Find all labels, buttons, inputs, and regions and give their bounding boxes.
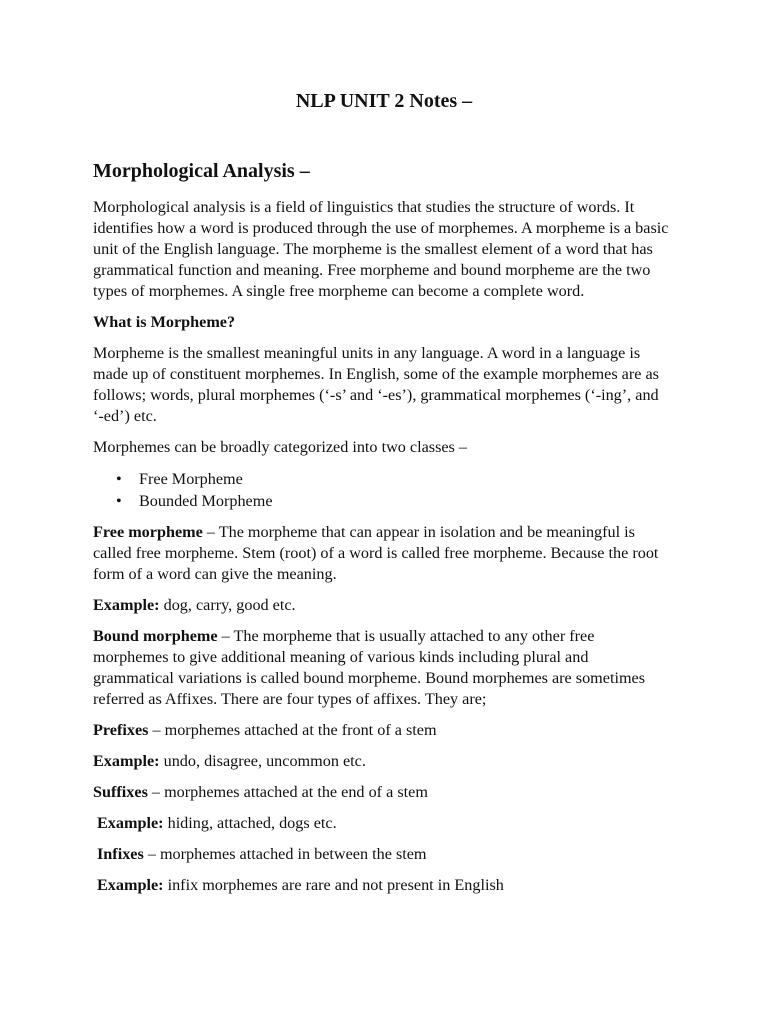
classes-intro: Morphemes can be broadly categorized into two classes – bbox=[93, 438, 467, 456]
list-item bbox=[116, 490, 673, 512]
bullet-icon: • bbox=[116, 492, 122, 510]
intro-paragraph: Morphological analysis is a field of linguistics that studies the structure of words. It identifies how a word is produced through the use of morphemes. A morpheme is a basic unit of the English language. The morpheme is the smallest element of a word that has grammatical function and meaning. Free morpheme and bound morpheme are the two types of morphemes. A single free morpheme can become a complete word. bbox=[93, 198, 669, 300]
list-item-label: Bounded Morpheme bbox=[139, 492, 273, 510]
classes-list bbox=[93, 468, 673, 512]
suffixes-example bbox=[93, 813, 673, 834]
bound-morpheme-text: – The morpheme that is usually attached to any other free morphemes to give additional meaning of various kinds including plural and grammatical variations is called bound morpheme. Bound morphemes are sometimes referred as Affixes. There are four types of affixes. They are; bbox=[93, 627, 646, 708]
prefixes-text: – morphemes attached at the front of a stem bbox=[148, 721, 437, 739]
bound-morpheme-paragraph bbox=[93, 626, 673, 710]
section-heading: Morphological Analysis – bbox=[93, 160, 310, 182]
example-text: hiding, attached, dogs etc. bbox=[163, 814, 337, 832]
infixes-example bbox=[93, 875, 673, 896]
bullet-icon: • bbox=[116, 470, 122, 488]
example-label: Example: bbox=[93, 596, 160, 614]
list-item-label: Free Morpheme bbox=[139, 470, 243, 488]
what-is-morpheme-heading: What is Morpheme? bbox=[93, 313, 236, 331]
example-text: undo, disagree, uncommon etc. bbox=[159, 752, 366, 770]
document-body bbox=[93, 158, 673, 906]
free-morpheme-paragraph bbox=[93, 522, 673, 585]
infixes-text: – morphemes attached in between the stem bbox=[143, 845, 427, 863]
prefixes-paragraph bbox=[93, 720, 673, 741]
example-label: Example: bbox=[93, 752, 160, 770]
prefixes-term: Prefixes bbox=[93, 721, 149, 739]
example-text: infix morphemes are rare and not present in English bbox=[163, 876, 504, 894]
free-morpheme-term: Free morpheme bbox=[93, 523, 203, 541]
free-morpheme-text: – The morpheme that can appear in isolation and be meaningful is called free morpheme. Stem (root) of a word is called free morpheme. Because the root form of a word can give the meaning. bbox=[93, 523, 659, 583]
bound-morpheme-term: Bound morpheme bbox=[93, 627, 218, 645]
page-title: NLP UNIT 2 Notes – bbox=[295, 90, 473, 112]
infixes-term: Infixes bbox=[97, 845, 144, 863]
suffixes-text: – morphemes attached at the end of a stem bbox=[147, 783, 428, 801]
list-item bbox=[116, 468, 673, 490]
example-text: dog, carry, good etc. bbox=[159, 596, 296, 614]
example-label: Example: bbox=[97, 876, 164, 894]
infixes-paragraph bbox=[93, 844, 673, 865]
what-is-morpheme-paragraph: Morpheme is the smallest meaningful units in any language. A word in a language is made up of constituent morphemes. In English, some of the example morphemes are as follows; words, plural morphemes (‘-s’ and ‘-es’), grammatical morphemes (‘-ing’, and ‘-ed’) etc. bbox=[93, 344, 659, 425]
prefixes-example bbox=[93, 751, 673, 772]
suffixes-term: Suffixes bbox=[93, 783, 148, 801]
free-morpheme-example bbox=[93, 595, 673, 616]
suffixes-paragraph bbox=[93, 782, 673, 803]
example-label: Example: bbox=[97, 814, 164, 832]
